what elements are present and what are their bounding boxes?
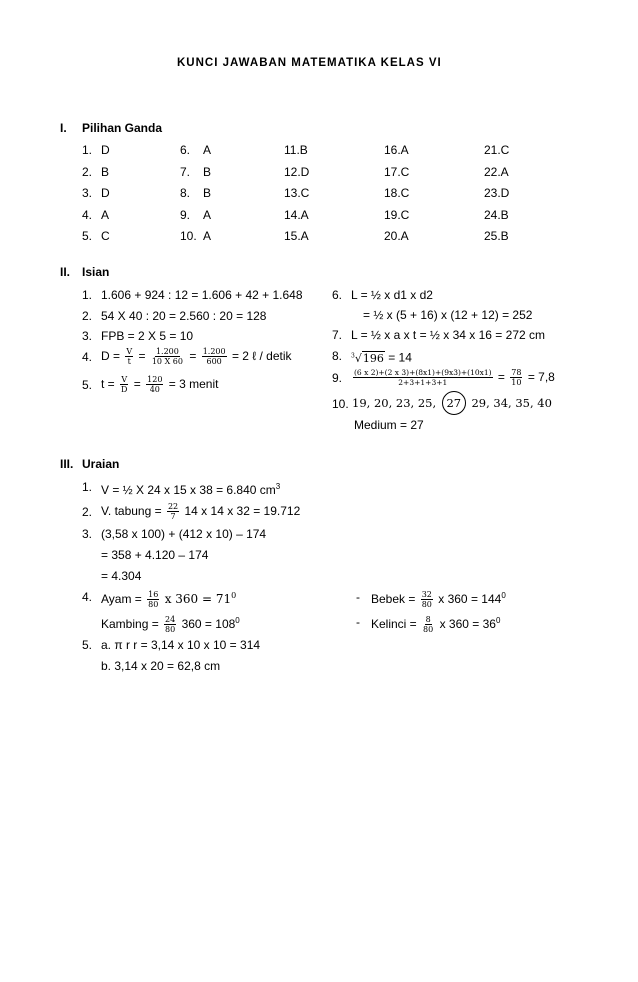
uraian-number: 1.: [82, 480, 93, 494]
isian-median: Medium = 27: [354, 418, 424, 432]
fraction: [353, 368, 493, 387]
mc-answer: D: [101, 186, 110, 200]
isian-number: 10.: [332, 397, 349, 411]
denominator: t: [127, 357, 131, 367]
numerator: 8: [425, 615, 431, 625]
mc-number: 3.: [82, 186, 93, 200]
kelinci-formula: [371, 609, 500, 636]
degree-superscript: 0: [231, 591, 237, 600]
isian-number: 2.: [82, 309, 93, 323]
isian-answer-formula: [351, 365, 555, 389]
sequence-after: 29, 34, 35, 40: [471, 396, 552, 410]
mc-answer: 15.A: [284, 229, 309, 243]
formula-result: = 2 ℓ / detik: [231, 349, 292, 363]
formula-result-text: 360 = 108: [181, 617, 236, 631]
fraction: [422, 615, 434, 634]
formula-result: = 3 menit: [168, 377, 219, 391]
denominator: 40: [149, 385, 160, 395]
uraian-answer-continued: = 4.304: [101, 569, 142, 583]
numerator: 1.200: [155, 347, 179, 357]
isian-answer: FPB = 2 X 5 = 10: [101, 329, 194, 343]
formula-prefix: V. tabung =: [101, 504, 162, 518]
mc-answer: B: [203, 186, 212, 200]
radicand: 196: [362, 351, 384, 365]
numerator: 78: [511, 368, 522, 378]
cube-root: $^3$√196: [351, 351, 384, 365]
denominator: 80: [423, 625, 434, 635]
isian-number: 6.: [332, 288, 343, 302]
mc-number: 2.: [82, 165, 93, 179]
mc-answer: 24.B: [484, 208, 509, 222]
mc-number: 10.: [180, 229, 197, 243]
fraction: [120, 375, 128, 394]
fraction: [510, 368, 522, 387]
section-title: Uraian: [82, 457, 120, 471]
mc-answer: 18.C: [384, 186, 410, 200]
degree-superscript: 0: [501, 591, 506, 600]
isian-answer-formula: [101, 344, 292, 368]
uraian-answer: (3,58 x 100) + (412 x 10) – 174: [101, 527, 267, 541]
uraian-answer-text: V = ½ X 24 x 15 x 38 = 6.840 cm: [101, 483, 276, 497]
mc-number: 6.: [180, 143, 191, 157]
fraction: [146, 375, 163, 394]
isian-answer-continued: = ½ x (5 + 16) x (12 + 12) = 252: [363, 308, 533, 322]
denominator: 80: [421, 600, 432, 610]
isian-answer: L = ½ x a x t = ½ x 34 x 16 = 272 cm: [351, 328, 545, 342]
bebek-formula: [371, 584, 506, 611]
mc-answer: 17.C: [384, 165, 410, 179]
mc-answer: 21.C: [484, 143, 510, 157]
formula-result: [440, 617, 501, 631]
root-index: 3: [351, 352, 355, 359]
denominator: 10: [511, 378, 522, 388]
formula-result: = 14: [388, 350, 412, 365]
formula-prefix: Ayam =: [101, 592, 142, 606]
section-number: III.: [60, 457, 74, 471]
section-title: Isian: [82, 265, 110, 279]
mc-answer: B: [101, 165, 110, 179]
isian-number: 4.: [82, 350, 93, 364]
numerator: V: [121, 375, 128, 385]
uraian-number: 2.: [82, 505, 93, 519]
uraian-number: 5.: [82, 638, 93, 652]
isian-number: 1.: [82, 288, 93, 302]
mc-answer: 19.C: [384, 208, 410, 222]
isian-answer: 1.606 + 924 : 12 = 1.606 + 42 + 1.648: [101, 288, 303, 302]
formula-prefix: D =: [101, 349, 121, 363]
mc-number: 1.: [82, 143, 93, 157]
isian-number: 5.: [82, 378, 93, 392]
mc-answer: 23.D: [484, 186, 510, 200]
denominator: 80: [165, 625, 176, 635]
degree-superscript: 0: [495, 616, 501, 625]
mc-number: 9.: [180, 208, 191, 222]
formula-prefix: t =: [101, 377, 115, 391]
mc-answer: 16.A: [384, 143, 409, 157]
mc-answer: D: [101, 143, 110, 157]
equals-sign: =: [138, 349, 146, 363]
page-title: KUNCI JAWABAN MATEMATIKA KELAS VI: [177, 57, 442, 69]
uraian-answer: a. π r r = 3,14 x 10 x 10 = 314: [101, 638, 261, 652]
formula-result: 14 x 14 x 32 = 19.712: [184, 504, 301, 518]
fraction: [125, 347, 133, 366]
denominator: 10 X 60: [151, 357, 183, 367]
fraction: [151, 347, 184, 366]
denominator: 80: [148, 600, 159, 610]
exponent: 3: [275, 482, 281, 491]
degree-superscript: 0: [235, 616, 240, 625]
uraian-answer-continued: b. 3,14 x 20 = 62,8 cm: [101, 659, 221, 673]
isian-number: 7.: [332, 328, 343, 342]
mc-answer: A: [203, 143, 212, 157]
list-dash: -: [356, 615, 360, 629]
section-title: Pilihan Ganda: [82, 121, 163, 135]
mc-number: 4.: [82, 208, 93, 222]
equals-sign: =: [189, 349, 197, 363]
uraian-number: 3.: [82, 527, 93, 541]
mc-answer: 25.B: [484, 229, 509, 243]
list-dash: -: [356, 590, 360, 604]
fraction: [421, 590, 433, 609]
uraian-answer-continued: = 358 + 4.120 – 174: [101, 548, 209, 562]
isian-number: 9.: [332, 371, 343, 385]
formula-prefix: Kambing =: [101, 617, 159, 631]
denominator: 600: [206, 357, 222, 367]
mc-answer: B: [203, 165, 212, 179]
formula-result-text: x 360 = 71: [164, 592, 232, 606]
numerator: 24: [165, 615, 176, 625]
ayam-formula: [101, 584, 236, 611]
section-number: II.: [60, 265, 71, 279]
numerator: 22: [167, 502, 179, 512]
isian-answer-sequence: [352, 390, 552, 416]
denominator: 2+3+1+3+1: [398, 378, 448, 388]
isian-answer: L = ½ x d1 x d2: [351, 288, 433, 302]
fraction: [147, 590, 159, 609]
formula-result-text: x 360 = 36: [439, 617, 496, 631]
sequence-before: 19, 20, 23, 25,: [352, 396, 437, 410]
mc-answer: 13.C: [284, 186, 310, 200]
isian-number: 8.: [332, 349, 343, 363]
uraian-answer: [101, 480, 280, 497]
mc-answer: C: [101, 229, 110, 243]
numerator: (6 x 2)+(2 x 3)+(8x1)+(9x3)+(10x1): [354, 368, 492, 378]
mc-answer: 11.B: [284, 143, 308, 157]
denominator: D: [121, 385, 128, 395]
isian-number: 3.: [82, 329, 93, 343]
fraction: [164, 615, 176, 634]
uraian-number: 4.: [82, 590, 93, 604]
numerator: 1.200: [202, 347, 226, 357]
isian-answer-formula: [101, 372, 218, 396]
mc-answer: 12.D: [284, 165, 310, 179]
fraction: [167, 502, 179, 521]
isian-answer-formula: [351, 349, 412, 366]
fraction: [202, 347, 227, 366]
isian-answer: 54 X 40 : 20 = 2.560 : 20 = 128: [101, 309, 267, 323]
kambing-formula: [101, 609, 240, 636]
equals-sign: =: [497, 370, 505, 384]
mc-number: 5.: [82, 229, 93, 243]
denominator: 7: [170, 512, 176, 522]
formula-result: [165, 592, 237, 606]
equals-sign: =: [133, 377, 141, 391]
mc-answer: 22.A: [484, 165, 509, 179]
mc-answer: A: [203, 208, 212, 222]
mc-number: 8.: [180, 186, 191, 200]
mc-answer: 14.A: [284, 208, 309, 222]
numerator: 32: [421, 590, 432, 600]
formula-result: = 7,8: [527, 370, 555, 384]
numerator: 16: [148, 590, 159, 600]
uraian-answer-formula: [101, 499, 300, 523]
mc-number: 7.: [180, 165, 191, 179]
mc-answer: 20.A: [384, 229, 409, 243]
section-number: I.: [60, 121, 67, 135]
numerator: V: [126, 347, 133, 357]
numerator: 120: [147, 375, 163, 385]
formula-prefix: Kelinci =: [371, 617, 417, 631]
formula-result: [438, 592, 506, 606]
formula-result-text: x 360 = 144: [438, 592, 502, 606]
mc-answer: A: [203, 229, 212, 243]
circled-median-value: 27: [442, 391, 466, 415]
formula-result: [182, 617, 240, 631]
formula-prefix: Bebek =: [371, 592, 416, 606]
mc-answer: A: [101, 208, 110, 222]
